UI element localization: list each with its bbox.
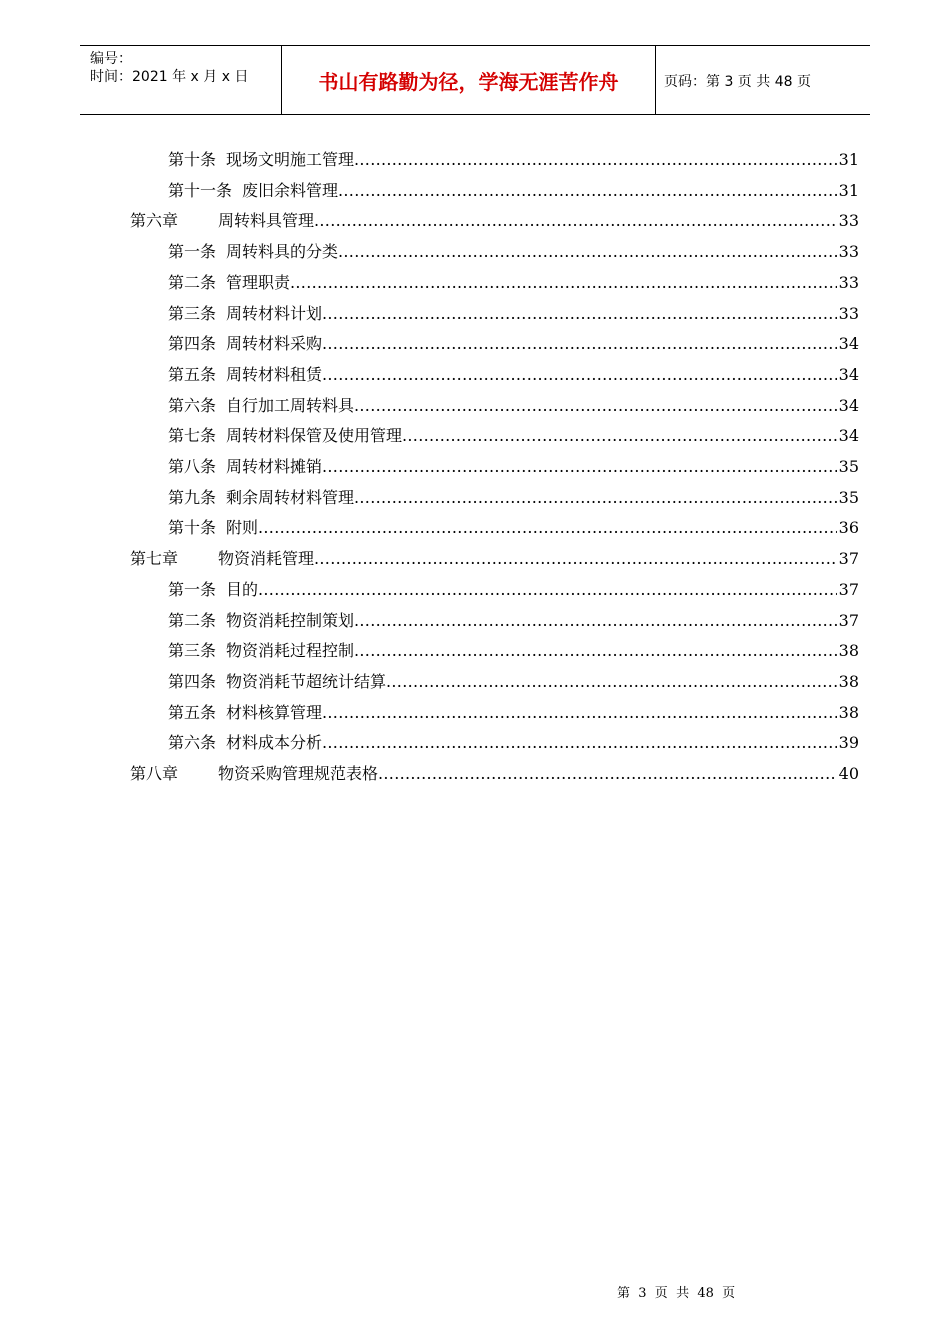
toc-entry[interactable] bbox=[130, 545, 859, 569]
toc-entry-number: 第七条 bbox=[168, 426, 217, 446]
toc-entry-number: 第四条 bbox=[168, 671, 217, 691]
toc-entry[interactable] bbox=[168, 422, 859, 446]
toc-entry[interactable] bbox=[168, 146, 859, 170]
header-left bbox=[90, 50, 248, 86]
toc-entry-title: 周转材料保管及使用管理 bbox=[226, 426, 403, 446]
toc-entry-number: 第十条 bbox=[168, 150, 217, 169]
toc-entry-number: 第五条 bbox=[168, 364, 217, 384]
toc-entry-title: 附则 bbox=[226, 518, 259, 538]
toc-leader-dots bbox=[322, 304, 837, 324]
toc-entry-title: 管理职责 bbox=[226, 272, 291, 292]
toc-entry[interactable] bbox=[168, 177, 859, 201]
toc-entry[interactable] bbox=[130, 207, 859, 231]
toc-entry-number: 第二条 bbox=[168, 272, 217, 292]
toc-leader-dots bbox=[258, 580, 837, 600]
toc-entry-number: 第四条 bbox=[168, 334, 217, 354]
toc-entry[interactable] bbox=[168, 668, 859, 692]
toc-entry-page: 35 bbox=[838, 487, 859, 507]
toc-entry-title: 周转料具的分类 bbox=[226, 242, 339, 262]
toc-entry-title: 废旧余料管理 bbox=[242, 180, 339, 200]
toc-entry[interactable] bbox=[168, 699, 859, 723]
toc-entry-page: 37 bbox=[838, 549, 859, 569]
toc-leader-dots bbox=[322, 733, 837, 753]
toc-leader-dots bbox=[314, 211, 837, 231]
toc-entry[interactable] bbox=[168, 361, 859, 385]
toc-entry-number: 第九条 bbox=[168, 487, 217, 507]
toc-entry-number: 第六条 bbox=[168, 733, 217, 753]
toc-entry-number: 第二条 bbox=[168, 610, 217, 630]
page-header bbox=[80, 45, 870, 115]
toc-entry-page: 33 bbox=[838, 242, 859, 262]
toc-leader-dots bbox=[354, 488, 837, 508]
toc-leader-dots bbox=[378, 764, 837, 784]
toc-entry-number: 第八章 bbox=[130, 764, 179, 783]
toc-entry-title: 剩余周转材料管理 bbox=[226, 487, 355, 507]
toc-entry-page: 36 bbox=[838, 518, 859, 538]
toc-entry[interactable] bbox=[168, 392, 859, 416]
toc-entry[interactable] bbox=[168, 484, 859, 508]
toc-entry[interactable] bbox=[168, 514, 859, 538]
toc-entry-page: 33 bbox=[838, 272, 859, 292]
toc-leader-dots bbox=[354, 611, 837, 631]
toc-entry-page: 37 bbox=[838, 610, 859, 630]
toc-entry-page: 34 bbox=[838, 395, 859, 415]
toc-leader-dots bbox=[354, 641, 837, 661]
toc-entry-number: 第一条 bbox=[168, 242, 217, 262]
toc-leader-dots bbox=[290, 273, 837, 293]
toc-entry-number: 第八条 bbox=[168, 457, 217, 476]
toc-entry-number: 第七章 bbox=[130, 549, 179, 569]
toc-entry-title: 周转料具管理 bbox=[218, 211, 315, 231]
toc-entry-page: 33 bbox=[838, 211, 859, 231]
toc-leader-dots bbox=[258, 518, 837, 538]
toc-leader-dots bbox=[402, 426, 837, 446]
toc-leader-dots bbox=[338, 181, 837, 201]
toc-leader-dots bbox=[386, 672, 837, 692]
toc-entry[interactable] bbox=[168, 607, 859, 631]
toc-entry-number: 第十条 bbox=[168, 518, 217, 538]
toc-leader-dots bbox=[314, 549, 837, 569]
toc-entry-number: 第一条 bbox=[168, 579, 217, 599]
document-time-label: 时间：2021 年 x 月 x 日 bbox=[90, 69, 249, 85]
toc-leader-dots bbox=[354, 150, 837, 170]
document-number-label: 编号： bbox=[90, 51, 132, 67]
toc-entry[interactable] bbox=[168, 576, 859, 600]
toc-entry-title: 周转材料计划 bbox=[226, 303, 323, 323]
toc-entry-page: 31 bbox=[838, 150, 859, 169]
toc-entry-number: 第六章 bbox=[130, 211, 179, 231]
toc-entry-title: 材料成本分析 bbox=[226, 733, 323, 753]
toc-leader-dots bbox=[322, 457, 837, 477]
toc-entry-page: 31 bbox=[838, 180, 859, 200]
toc-leader-dots bbox=[322, 365, 837, 385]
toc-entry-page: 38 bbox=[838, 702, 859, 722]
page-footer: 第 3 页 共 48 页 bbox=[617, 1286, 736, 1301]
toc-entry-title: 材料核算管理 bbox=[226, 702, 323, 722]
toc-entry-title: 周转材料摊销 bbox=[226, 457, 323, 476]
toc-entry-page: 37 bbox=[838, 579, 859, 599]
toc-entry-title: 物资采购管理规范表格 bbox=[218, 764, 379, 783]
toc-leader-dots bbox=[322, 703, 837, 723]
toc-entry-title: 现场文明施工管理 bbox=[226, 150, 355, 169]
toc-entry[interactable] bbox=[168, 300, 859, 324]
toc-entry-page: 38 bbox=[838, 641, 859, 661]
toc-leader-dots bbox=[322, 334, 837, 354]
toc-entry-page: 40 bbox=[838, 764, 859, 783]
toc-entry-title: 物资消耗节超统计结算 bbox=[226, 671, 387, 691]
toc-entry[interactable] bbox=[168, 238, 859, 262]
toc-entry-page: 34 bbox=[838, 334, 859, 354]
toc-entry-title: 自行加工周转料具 bbox=[226, 395, 355, 415]
toc-leader-dots bbox=[338, 242, 837, 262]
toc-entry-number: 第三条 bbox=[168, 303, 217, 323]
toc-entry[interactable] bbox=[168, 453, 859, 477]
toc-leader-dots bbox=[354, 396, 837, 416]
toc-entry[interactable] bbox=[168, 330, 859, 354]
toc-entry-page: 35 bbox=[838, 457, 859, 476]
toc-entry-page: 39 bbox=[838, 733, 859, 753]
toc-entry[interactable] bbox=[168, 637, 859, 661]
toc-entry-title: 物资消耗过程控制 bbox=[226, 641, 355, 661]
toc-entry-title: 周转材料租赁 bbox=[226, 364, 323, 384]
toc-entry-title: 目的 bbox=[226, 579, 259, 599]
toc-entry-title: 物资消耗管理 bbox=[218, 549, 315, 569]
toc-entry[interactable] bbox=[130, 760, 859, 784]
toc-entry-title: 周转材料采购 bbox=[226, 334, 323, 354]
toc-entry-page: 34 bbox=[838, 426, 859, 446]
toc-entry[interactable] bbox=[168, 729, 859, 753]
toc-entry-number: 第三条 bbox=[168, 641, 217, 661]
toc-entry-number: 第十一条 bbox=[168, 180, 233, 200]
toc-entry-page: 38 bbox=[838, 671, 859, 691]
header-motto: 书山有路勤为径，学海无涯苦作舟 bbox=[281, 46, 656, 114]
toc-entry-number: 第六条 bbox=[168, 395, 217, 415]
toc-entry-title: 物资消耗控制策划 bbox=[226, 610, 355, 630]
header-page-label: 页码：第 3 页 共 48 页 bbox=[664, 74, 811, 90]
toc-entry-page: 34 bbox=[838, 364, 859, 384]
toc-entry-page: 33 bbox=[838, 303, 859, 323]
toc-entry[interactable] bbox=[168, 269, 859, 293]
toc-entry-number: 第五条 bbox=[168, 702, 217, 722]
